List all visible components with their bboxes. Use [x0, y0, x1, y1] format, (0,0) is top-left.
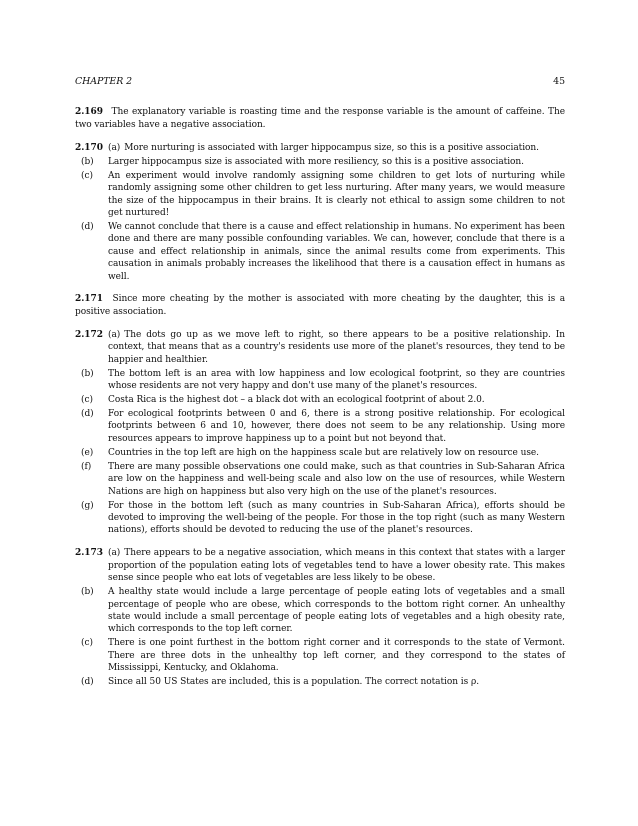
- part-label: (f): [81, 461, 92, 472]
- problem-part: [81, 156, 565, 168]
- part-label: (a): [108, 548, 121, 559]
- part-text: A healthy state would include a large percentage of people eating lots of vegetables and a small percentage of people who are obese, which corresponds to the bottom right corner. An unhealthy state would include a small percentage of people eating lots of vegetables and a high obesity rate, which corresponds to the top left corner.: [108, 587, 565, 635]
- part-label: (d): [81, 677, 94, 688]
- problem-part: [81, 676, 565, 688]
- part-text: There appears to be a negative association, which means in this context that states with a larger proportion of the population eating lots of vegetables tend to have a lower obesity rate. This makes sense since people who eat lots of vegetables are less likely to be obese.: [108, 548, 565, 584]
- part-label: (d): [81, 409, 94, 419]
- problem-2-173: [75, 547, 565, 688]
- chapter-heading: CHAPTER 2: [75, 76, 133, 87]
- page: [75, 76, 565, 699]
- problem-first-part: [75, 329, 565, 366]
- part-text: The bottom left is an area with low happiness and low ecological footprint, so they are countries whose residents are not very happy and don't use many of the planet's resources.: [108, 368, 565, 391]
- part-label: (e): [81, 447, 94, 458]
- problem-2-172: [75, 329, 565, 537]
- problem-number: 2.169: [75, 107, 103, 118]
- problem-first-part: [75, 142, 565, 154]
- problem-text-block: [75, 106, 565, 131]
- part-label: (b): [81, 587, 94, 598]
- part-label: (d): [81, 221, 94, 232]
- problem-number: 2.173: [75, 548, 103, 559]
- problem-2-171: [75, 293, 565, 318]
- part-label: (a): [108, 329, 121, 340]
- part-label: (c): [81, 395, 93, 405]
- problem-first-part: [75, 547, 565, 584]
- part-text: There is one point furthest in the bottom right corner and it corresponds to the state of Vermont. There are three dots in the unhealthy top left corner, and they correspond to the states of Mississippi, Kentucky, and Oklahoma.: [108, 638, 565, 674]
- part-label: (b): [81, 156, 94, 167]
- problem-text: Since more cheating by the mother is associated with more cheating by the daughter, this is a positive association.: [75, 294, 566, 317]
- part-label: (c): [81, 170, 93, 181]
- part-text: The dots go up as we move left to right, so there appears to be a positive relationship. In context, that means that as a country's residents use more of the planet's resources, they tend to be happier and healthier.: [108, 329, 565, 365]
- part-text: Larger hippocampus size is associated with more resiliency, so this is a positive association.: [108, 156, 524, 167]
- part-label: (a): [108, 142, 121, 153]
- problem-part: [81, 394, 565, 406]
- problem-2-169: [75, 106, 565, 131]
- part-text: An experiment would involve randomly assigning some children to get lots of nurturing while randomly assigning some other children to get less nurturing. After many years, we would measure the size of the hippocampus in their brains. It is clearly not ethical to assign some children to not get nurtured!: [108, 170, 565, 218]
- part-text: Since all 50 US States are included, this is a population. The correct notation is ρ.: [108, 677, 480, 688]
- part-text: More nurturing is associated with larger hippocampus size, so this is a positive association.: [124, 142, 539, 153]
- problem-part: [81, 586, 565, 636]
- problem-part: [81, 170, 565, 220]
- problem-part: [81, 447, 565, 459]
- problem-number: 2.170: [75, 142, 103, 153]
- part-text: Costa Rica is the highest dot – a black dot with an ecological footprint of about 2.0.: [108, 395, 485, 405]
- problem-part: [81, 408, 565, 445]
- page-number: 45: [553, 76, 565, 87]
- problem-part: [81, 461, 565, 498]
- problem-part: [81, 221, 565, 283]
- part-label: (b): [81, 368, 94, 379]
- problem-part: [81, 368, 565, 393]
- page-header: [75, 76, 565, 88]
- part-label: (c): [81, 638, 93, 649]
- problem-text: The explanatory variable is roasting time and the response variable is the amount of caffeine. The two variables have a negative association.: [75, 107, 565, 130]
- part-label: (g): [81, 500, 94, 511]
- part-text: For ecological footprints between 0 and 6, there is a strong positive relationship. For ecological footprints between 6 and 10, however, there does not seem to be any relationship. Using more resources appears to improve happiness up to a point but not beyond that.: [108, 409, 565, 444]
- problem-2-170: [75, 142, 565, 283]
- part-text: For those in the bottom left (such as many countries in Sub-Saharan Africa), efforts should be devoted to improving the well-being of the people. For those in the top right (such as many Western nations), efforts should be devoted to reducing the use of the planet's resources.: [108, 500, 565, 536]
- problem-part: [81, 637, 565, 674]
- part-text: We cannot conclude that there is a cause and effect relationship in humans. No experiment has been done and there are many possible confounding variables. We can, however, conclude that there is a cause and effect relationship in animals, since the animal results come from experiments. This causation in animals probably increases the likelihood that there is a causation effect in humans as well.: [108, 221, 565, 282]
- problem-text-block: [75, 293, 565, 318]
- part-text: There are many possible observations one could make, such as that countries in Sub-Saharan Africa are low on the happiness and well-being scale and also low on the use of resources, while Western Nations are high on happiness but also very high on the use of the planet's resources.: [108, 461, 565, 497]
- part-text: Countries in the top left are high on the happiness scale but are relatively low on resource use.: [108, 447, 539, 458]
- problem-number: 2.172: [75, 329, 103, 340]
- problem-number: 2.171: [75, 294, 103, 305]
- problem-part: [81, 500, 565, 537]
